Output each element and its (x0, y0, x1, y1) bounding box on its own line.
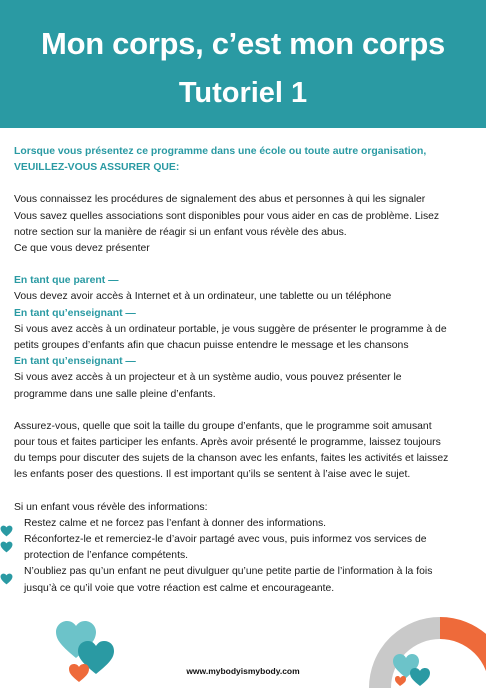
teacher-heading-1: En tant qu’enseignant — (14, 307, 136, 319)
header-banner (0, 0, 486, 128)
list-item (14, 516, 476, 532)
page-subtitle: Tutoriel 1 (178, 77, 308, 109)
disclosure-intro: Si un enfant vous révèle des informations: (14, 501, 208, 513)
bullet-text-cont: protection de l’enfance compétents. (24, 550, 189, 562)
footer-url: www.mybodyismybody.com (186, 666, 300, 676)
heart-bullet-icon (0, 525, 13, 537)
heart-bullet-icon (0, 541, 13, 553)
spacer (14, 484, 476, 500)
page-title: Mon corps, c’est mon corps (41, 26, 445, 61)
intro-line-1: Lorsque vous présentez ce programme dans une école ou toute autre organisation, (14, 146, 427, 157)
parent-heading: En tant que parent — (14, 275, 119, 287)
checklist-line-2: Vous savez quelles associations sont disponibles pour vous aider en cas de problème. Lisez (14, 210, 440, 222)
list-item (14, 532, 476, 564)
spacer (14, 176, 476, 192)
heart-bullet-icon (0, 573, 13, 585)
bullet-text: Restez calme et ne forcez pas l’enfant à donner des informations. (24, 517, 327, 529)
teacher-text-1a: Si vous avez accès à un ordinateur portable, je vous suggère de présenter le programme à de (14, 323, 447, 335)
document-body (14, 144, 476, 597)
checklist-line-3: notre section sur la manière de réagir si un enfant vous révèle des abus. (14, 226, 347, 238)
teacher-heading-2: En tant qu’enseignant — (14, 356, 136, 368)
teacher-text-2b: programme dans une salle pleine d’enfants. (14, 388, 216, 400)
spacer (14, 403, 476, 419)
spacer (14, 257, 476, 273)
assurez-line-2: pour tous et faites participer les enfants. Après avoir présenté le programme, laissez toujours (14, 437, 441, 449)
assurez-line-3: du temps pour discuter des sujets de la chanson avec les enfants, faites les activités et laissez (14, 453, 449, 465)
disclosure-list (14, 516, 476, 597)
intro-line-2: VEUILLEZ-VOUS ASSURER QUE: (14, 162, 180, 174)
bullet-text: Réconfortez-le et remerciez-le d’avoir partagé avec vous, puis informez vos services de (24, 534, 427, 546)
assurez-line-1: Assurez-vous, quelle que soit la taille du groupe d’enfants, que le programme soit amusant (14, 420, 432, 432)
bullet-text-cont: jusqu’à ce qu’il voie que votre réaction est calme et encourageante. (24, 582, 335, 594)
bullet-text: N’oubliez pas qu’un enfant ne peut divulguer qu’une petite partie de l’information à la fois (24, 566, 433, 578)
checklist-line-4: Ce que vous devez présenter (14, 243, 150, 255)
assurez-line-4: les enfants poser des questions. Il est important qu’ils se sentent à l’aise avec le sujet. (14, 469, 411, 481)
parent-text: Vous devez avoir accès à Internet et à un ordinateur, une tablette ou un téléphone (14, 291, 392, 303)
teacher-text-1b: petits groupes d’enfants afin que chacun puisse entendre le message et les chansons (14, 340, 409, 352)
checklist-line-1: Vous connaissez les procédures de signalement des abus et personnes à qui les signaler (14, 194, 426, 206)
teacher-text-2a: Si vous avez accès à un projecteur et à un système audio, vous pouvez présenter le (14, 372, 402, 384)
